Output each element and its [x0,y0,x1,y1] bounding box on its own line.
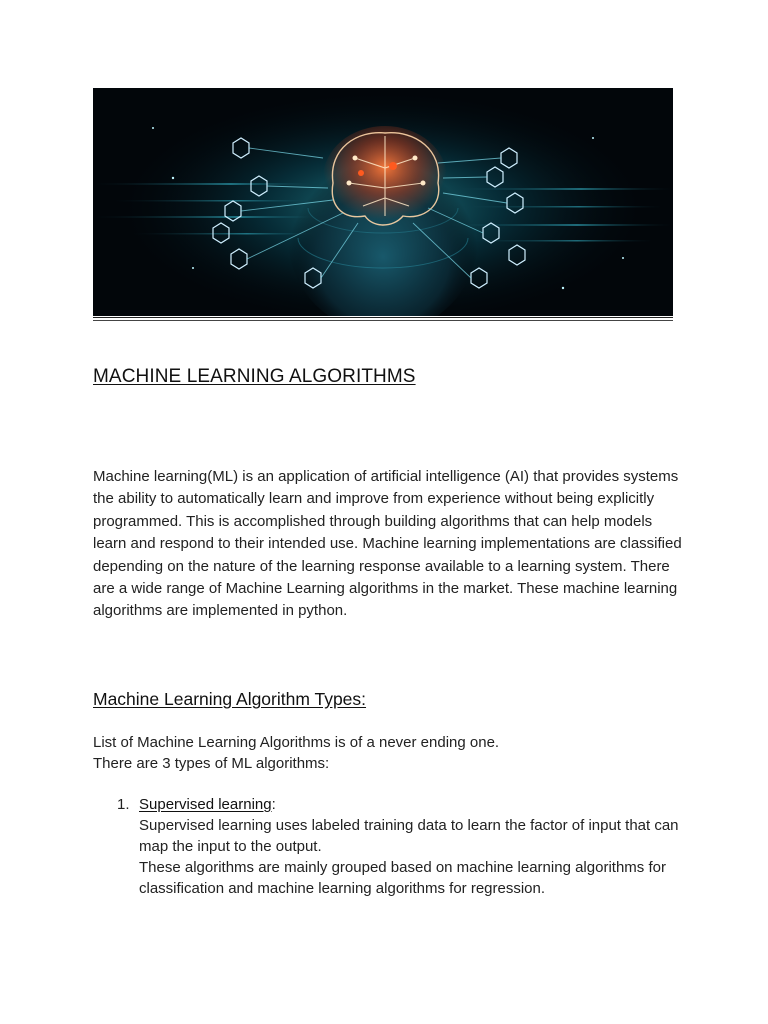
list-intro-line: There are 3 types of ML algorithms: [93,755,330,772]
list-item-description: These algorithms are mainly grouped based on machine learning algorithms for classification and machine learning algorithms for regression. [139,859,666,897]
list-item [93,794,683,899]
types-heading: Machine Learning Algorithm Types: [93,689,367,709]
hero-image [93,88,673,316]
list-intro-line: List of Machine Learning Algorithms is of a never ending one. [93,734,500,751]
list-intro [93,732,499,774]
hero-divider [93,317,673,318]
algorithm-list [93,794,683,899]
brain-icon [323,126,447,230]
intro-paragraph: Machine learning(ML) is an application of artificial intelligence (AI) that provides systems the ability to automatically learn and improve from experience without being explicitly programmed. This is accomplished through building algorithms that can help models learn and respond to their intended use. Machine learning implementations are classified depending on the nature of the learning response available to a learning system. There are a wide range of Machine Learning algorithms in the market. These machine learning algorithms are implemented in python. [93,468,682,620]
hero-divider-secondary [93,320,673,321]
page-title: MACHINE LEARNING ALGORITHMS [93,366,416,387]
list-item-number: 1. [117,796,130,813]
list-item-description: Supervised learning uses labeled training data to learn the factor of input that can map the input to the output. [139,817,679,855]
list-item-name: Supervised learning [139,796,272,813]
ai-brain-circuit-illustration [93,88,673,316]
list-item-suffix: : [271,796,276,813]
